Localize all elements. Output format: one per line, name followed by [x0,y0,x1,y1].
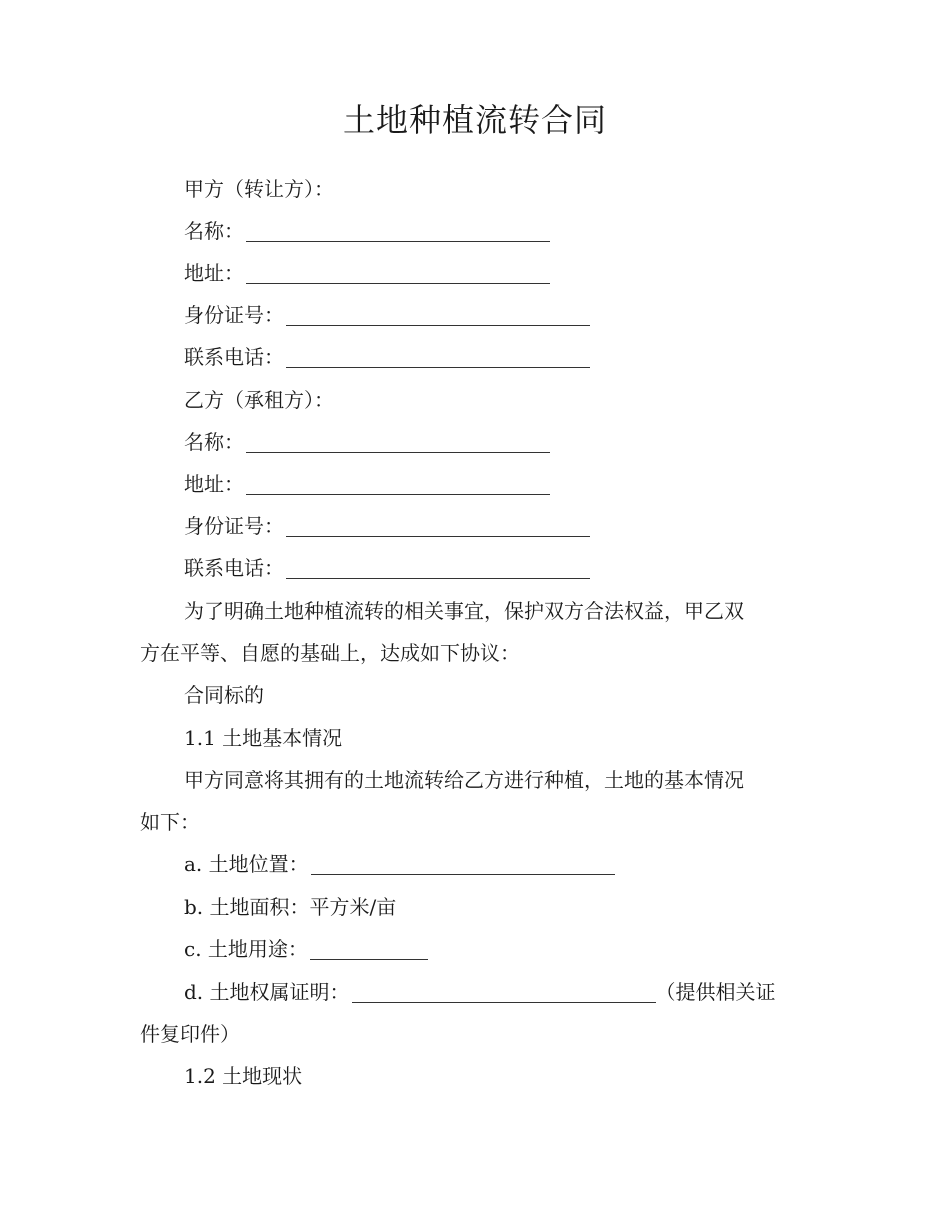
item-d-row [184,977,820,1007]
party-a-phone-label: 联系电话： [184,345,284,369]
party-a-id-row [184,300,820,330]
party-a-name-row [184,216,820,246]
item-d-suffix: （提供相关证 [655,980,776,1004]
party-b-heading: 乙方（承租方）： [184,388,334,412]
party-b-id-label: 身份证号： [184,514,284,538]
party-a-id-label: 身份证号： [184,303,284,327]
party-b-phone-row [184,553,820,583]
party-b-id-row [184,511,820,541]
party-a-heading: 甲方（转让方）： [184,177,334,201]
clause-1-2-heading: 1.2 土地现状 [184,1064,303,1088]
party-b-name-label: 名称： [184,430,244,454]
intro-line-2: 方在平等、自愿的基础上，达成如下协议： [140,641,520,665]
party-b-address-row [184,469,820,499]
party-a-phone-row [184,342,820,372]
party-a-id-blank [286,303,590,326]
item-d-label: d. 土地权属证明： [184,980,350,1004]
party-b-name-blank [246,430,550,453]
party-b-address-blank [246,472,550,495]
section-heading: 合同标的 [184,683,264,707]
party-b-phone-blank [286,556,590,579]
item-d-line-2: 件复印件） [140,1022,240,1046]
item-d-blank [352,980,656,1003]
item-c-label: c. 土地用途： [184,937,308,961]
item-b-row: b. 土地面积：平方米/亩 [184,895,397,919]
party-a-name-blank [246,219,550,242]
item-a-row [184,849,820,879]
party-b-phone-label: 联系电话： [184,556,284,580]
item-a-blank [311,852,615,875]
party-a-address-row [184,258,820,288]
clause-1-1-text-line-2: 如下： [140,810,200,834]
party-a-phone-blank [286,345,590,368]
item-c-row [184,934,820,964]
party-b-name-row [184,427,820,457]
clause-1-1-text-line-1: 甲方同意将其拥有的土地流转给乙方进行种植，土地的基本情况 [184,768,744,792]
document-title: 土地种植流转合同 [342,101,607,139]
party-a-address-blank [246,261,550,284]
item-a-label: a. 土地位置： [184,852,309,876]
clause-1-1-heading: 1.1 土地基本情况 [184,726,343,750]
party-b-id-blank [286,514,590,537]
intro-line-1: 为了明确土地种植流转的相关事宜，保护双方合法权益，甲乙双 [184,599,744,623]
party-a-address-label: 地址： [184,261,244,285]
party-b-address-label: 地址： [184,472,244,496]
party-a-name-label: 名称： [184,219,244,243]
item-c-blank [310,937,428,960]
